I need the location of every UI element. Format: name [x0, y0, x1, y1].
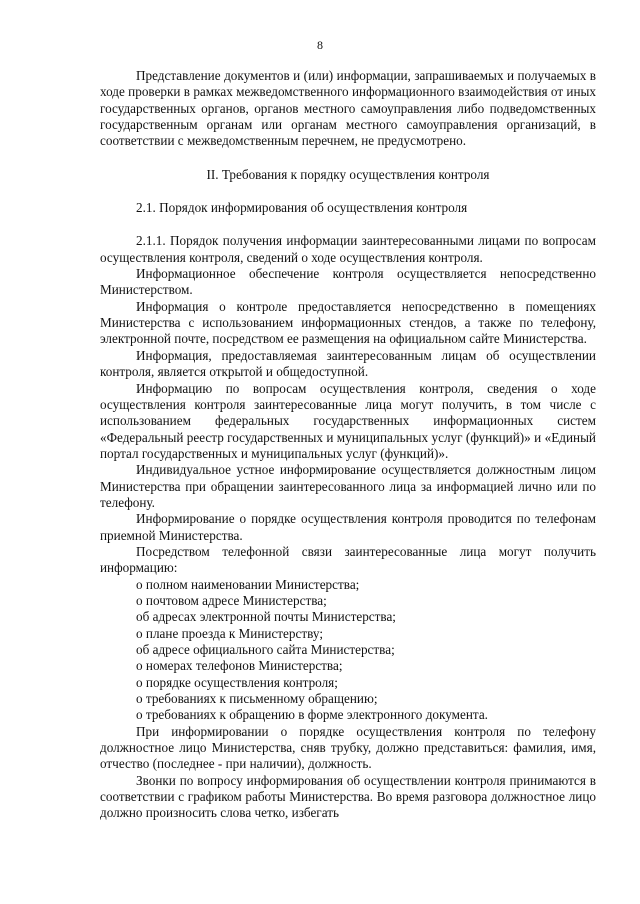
paragraph-documents-request: Представление документов и (или) информации, запрашиваемых и получаемых в ходе проверки в рамках межведомственного информационного взаимодействия от иных государственных органов, органов местного самоуправления либо подведомственных государственным органам или органам местного самоуправления организаций, в соответствии с межведомственным перечнем, не предусмотрено. [100, 68, 596, 149]
paragraph-phone-info: Информирование о порядке осуществления контроля проводится по телефонам приемной Министерства. [100, 511, 596, 543]
page-number: 8 [317, 38, 323, 52]
list-item: об адресах электронной почты Министерства; [136, 609, 396, 625]
list-item: об адресе официального сайта Министерства; [136, 642, 395, 657]
section-heading: II. Требования к порядку осуществления контроля [206, 166, 490, 182]
paragraph-phone-answer: При информировании о порядке осуществления контроля по телефону должностное лицо Министерства, сняв трубку, должно представиться: фамилия, имя, отчество (последнее - при наличии), должность. [100, 723, 596, 772]
paragraph-calls-schedule: Звонки по вопросу информирования об осуществлении контроля принимаются в соответствии с графиком работы Министерства. Во время разговора должностное лицо должно произносить слова четко, избегать [100, 772, 596, 821]
list-item: о номерах телефонов Министерства; [136, 658, 343, 674]
paragraph-info-provision: Информация о контроле предоставляется непосредственно в помещениях Министерства с использованием информационных стендов, а также по телефону, электронной почте, посредством ее размещения на официальном сайте Министерства. [100, 298, 596, 347]
document-body [100, 68, 596, 822]
list-item: о полном наименовании Министерства; [136, 576, 360, 592]
paragraph-individual-oral: Индивидуальное устное информирование осуществляется должностным лицом Министерства при обращении заинтересованного лица за информацией лично или по телефону. [100, 462, 596, 510]
paragraph-info-federal-systems: Информацию по вопросам осуществления контроля, сведения о ходе осуществления контроля заинтересованные лица могут получить, в том числе с использованием федеральных государственных информационных систем «Федеральный реестр государственных и муниципальных услуг (функций)» и «Единый портал государственных и муниципальных услуг (функций)». [100, 380, 596, 461]
paragraph-info-support: Информационное обеспечение контроля осуществляется непосредственно Министерством. [100, 266, 596, 298]
paragraph-info-open: Информация, предоставляемая заинтересованным лицам об осуществлении контроля, является открытой и общедоступной. [100, 347, 596, 380]
subsection-heading: 2.1. Порядок информирования об осуществления контроля [136, 200, 468, 216]
list-item: о порядке осуществления контроля; [136, 674, 338, 690]
list-item: о требованиях к обращению в форме электронного документа. [136, 707, 488, 723]
list-item: о почтовом адресе Министерства; [136, 592, 327, 608]
spacer [100, 216, 596, 233]
paragraph-2-1-1: 2.1.1. Порядок получения информации заинтересованными лицами по вопросам осуществления контроля, сведений о ходе осуществления контроля. [100, 233, 596, 265]
list-item: о плане проезда к Министерству; [136, 625, 323, 641]
spacer [100, 183, 596, 200]
spacer [100, 150, 596, 167]
list-item: о требованиях к письменному обращению; [136, 691, 378, 707]
paragraph-phone-intro: Посредством телефонной связи заинтересованные лица могут получить информацию: [100, 543, 596, 576]
